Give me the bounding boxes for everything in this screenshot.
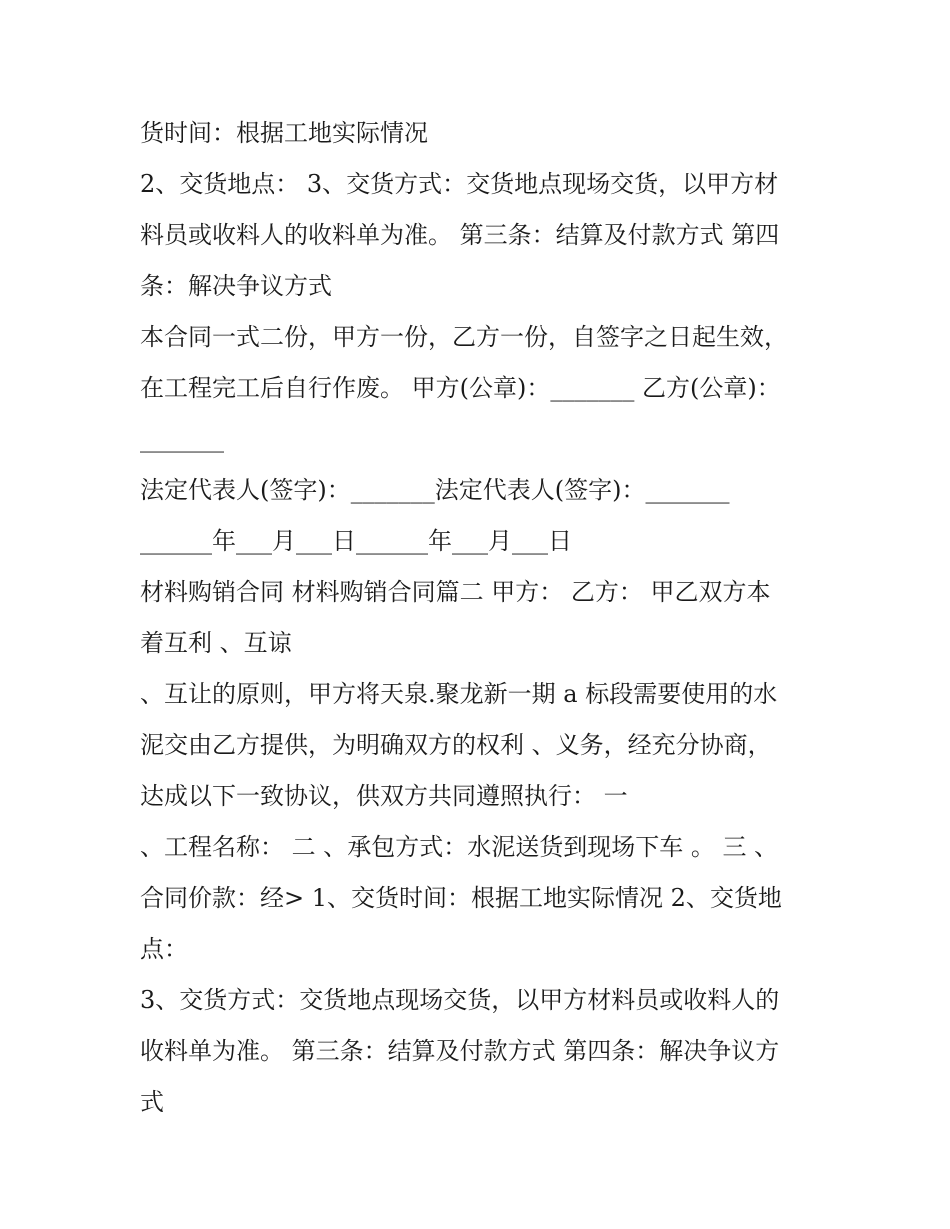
text-line: 点：	[140, 935, 188, 963]
text-line: 法定代表人(签字)：_______法定代表人(签字)：_______	[140, 476, 730, 504]
text-line: 料员或收料人的收料单为准。 第三条：结算及付款方式 第四	[140, 221, 780, 249]
text-line: 合同价款：经> 1、交货时间：根据工地实际情况 2、交货地	[140, 884, 782, 912]
text-line: 本合同一式二份，甲方一份，乙方一份，自签字之日起生效，	[140, 323, 788, 351]
text-line: 条：解决争议方式	[140, 272, 332, 300]
text-line: ______年___月___日______年___月___日	[140, 527, 572, 555]
text-line: 泥交由乙方提供，为明确双方的权利 、义务，经充分协商，	[140, 731, 772, 759]
text-line: 、工程名称： 二 、承包方式：水泥送货到现场下车 。 三 、	[140, 833, 779, 861]
text-line: 材料购销合同 材料购销合同篇二 甲方： 乙方： 甲乙双方本	[140, 578, 771, 606]
text-line: 着互利 、互谅	[140, 629, 292, 657]
text-line: 达成以下一致协议，供双方共同遵照执行： 一	[140, 782, 628, 810]
text-line: 在工程完工后自行作废。 甲方(公章)：_______ 乙方(公章)：	[140, 374, 781, 402]
text-line: _______	[140, 425, 224, 453]
text-line: 、互让的原则，甲方将天泉.聚龙新一期 a 标段需要使用的水	[140, 680, 778, 708]
text-line: 3、交货方式：交货地点现场交货，以甲方材料员或收料人的	[140, 986, 780, 1014]
text-line: 式	[140, 1088, 164, 1116]
text-line: 货时间：根据工地实际情况	[140, 119, 428, 147]
text-line: 收料单为准。 第三条：结算及付款方式 第四条：解决争议方	[140, 1037, 780, 1065]
text-line: 2、交货地点： 3、交货方式：交货地点现场交货，以甲方材	[140, 170, 779, 198]
contract-text	[140, 108, 820, 1128]
